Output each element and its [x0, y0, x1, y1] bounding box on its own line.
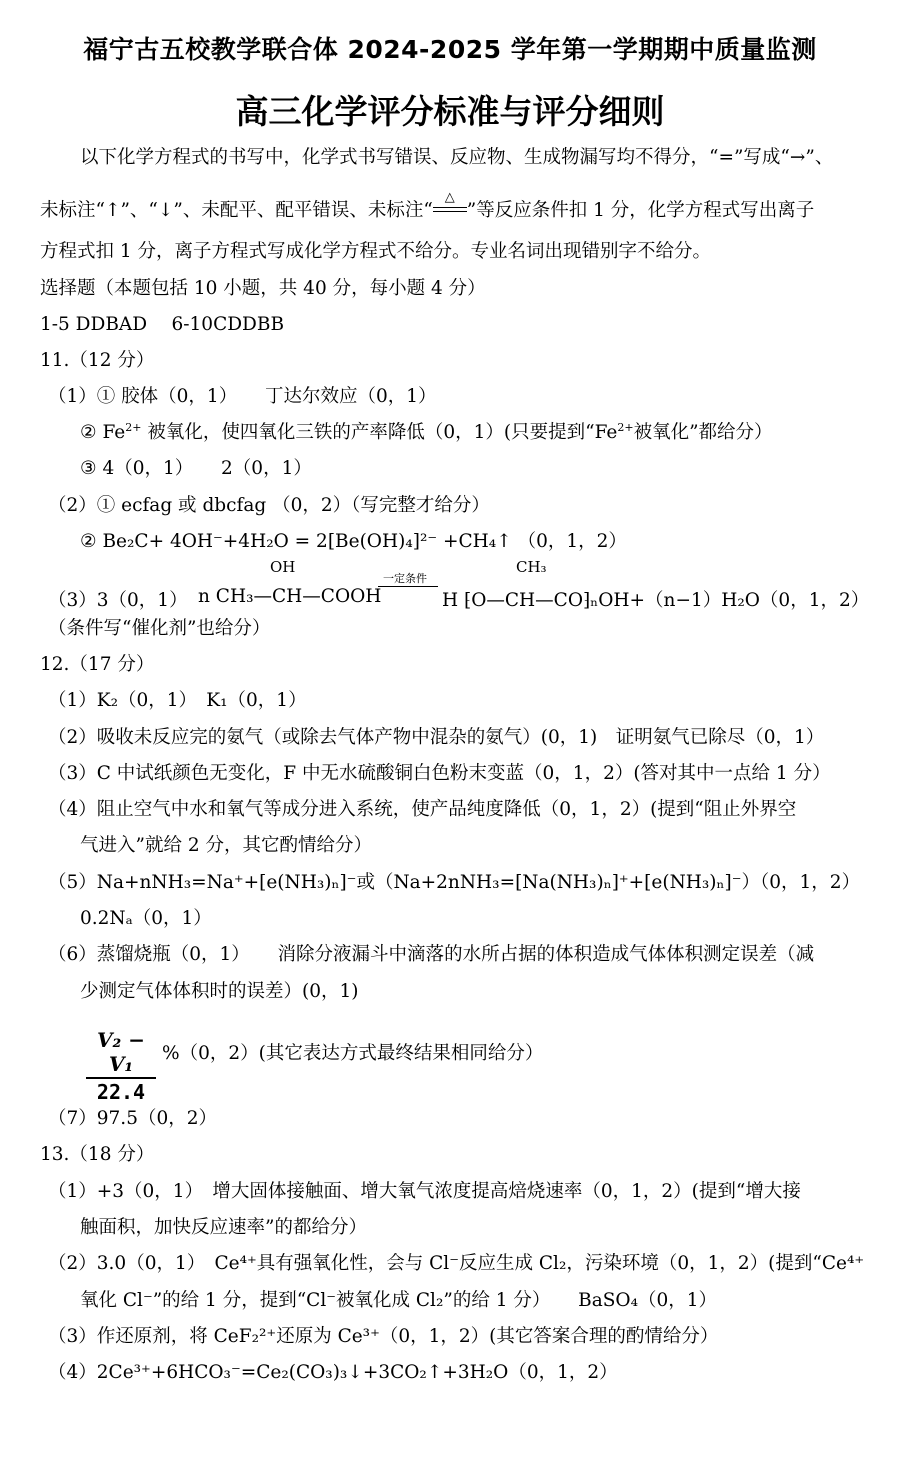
heat-triangle-icon: △: [444, 190, 455, 205]
q13-part4: （4）2Ce³⁺+6HCO₃⁻=Ce₂(CO₃)₃↓+3CO₂↑+3H₂O（0，1，2）: [48, 1362, 618, 1383]
q11-p1-2-sup: 2+: [125, 421, 142, 434]
q11-part3-note: （条件写“催化剂”也给分）: [48, 618, 271, 639]
mc-heading: 选择题（本题包括 10 小题，共 40 分，每小题 4 分）: [40, 278, 486, 299]
q13-part1-a: （1）+3（0，1） 增大固体接触面、增大氧气浓度提高焙烧速率（0，1，2）(提到“增大接: [48, 1181, 801, 1202]
q12-part4-b: 气进入”就给 2 分，其它酌情给分）: [80, 835, 372, 856]
q11-p3-condition: 一定条件: [383, 572, 427, 585]
fraction-numerator: V₂ − V₁: [97, 1028, 145, 1076]
q12-part1: （1）K₂（0，1） K₁（0，1）: [48, 690, 307, 711]
document-subtitle: 高三化学评分标准与评分细则: [235, 92, 665, 131]
q11-p1-2-sup2: 2+: [617, 421, 634, 434]
q11-p3-arrow: [378, 586, 438, 587]
q12-part3: （3）C 中试纸颜色无变化，F 中无水硫酸铜白色粉末变蓝（0，1，2）(答对其中一点给 1 分）: [48, 763, 831, 784]
q11-p3-product: H ⁅O—CH—CO⁆ₙOH+（n−1）H₂O（0，1，2）: [442, 590, 870, 611]
q11-part1-3: ③ 4（0，1） 2（0，1）: [80, 458, 312, 479]
q12-part6-b: 少测定气体体积时的误差）(0，1): [80, 981, 359, 1002]
q13-heading: 13.（18 分）: [40, 1144, 155, 1165]
q13-part2-b: 氧化 Cl⁻”的给 1 分，提到“Cl⁻被氧化成 Cl₂”的给 1 分） BaSO₄（0，1）: [80, 1290, 718, 1311]
q12-part5-a: （5）Na+nNH₃=Na⁺+[e(NH₃)ₙ]⁻或（Na+2nNH₃=[Na(NH₃)ₙ]⁺+[e(NH₃)ₙ]⁻）（0，1，2）: [48, 872, 861, 893]
q11-p1-2-c: 被氧化”都给分）: [633, 422, 773, 443]
q13-part1-b: 触面积，加快反应速率”的都给分）: [80, 1217, 367, 1238]
intro-line-3: 方程式扣 1 分，离子方程式写成化学方程式不给分。专业名词出现错别字不给分。: [40, 241, 712, 262]
q11-heading: 11.（12 分）: [40, 350, 155, 371]
q12-part6-c: %（0，2）(其它表达方式最终结果相同给分）: [162, 1043, 544, 1064]
intro-line-2-b: ”等反应条件扣 1 分，化学方程式写出离子: [466, 200, 815, 221]
mc-answers: 1-5 DDBAD 6-10CDDBB: [40, 314, 285, 335]
q11-part1-2: [80, 421, 773, 445]
q12-part6-fraction: [86, 1028, 156, 1104]
heating-condition-sign: [433, 190, 467, 218]
q13-part2-a: （2）3.0（0，1） Ce⁴⁺具有强氧化性，会与 Cl⁻反应生成 Cl₂，污染环境（0，1，2）(提到“Ce⁴⁺: [48, 1253, 865, 1274]
q11-p3-score: （3）3（0，1）: [48, 590, 188, 611]
q13-part3: （3）作还原剂，将 CeF₂²⁺还原为 Ce³⁺（0，1，2）(其它答案合理的酌情给分）: [48, 1326, 719, 1347]
q12-part2: （2）吸收未反应完的氨气（或除去气体产物中混杂的氨气）(0，1) 证明氨气已除尽（0，1）: [48, 727, 825, 748]
q11-part2-1: （2）① ecfag 或 dbcfag （0，2）（写完整才给分）: [48, 495, 490, 516]
q12-part5-b: 0.2Nₐ（0，1）: [80, 908, 212, 929]
q12-heading: 12.（17 分）: [40, 654, 155, 675]
q11-p3-oh-group: OH: [270, 558, 296, 576]
q12-part7: （7）97.5（0，2）: [48, 1108, 218, 1129]
q11-p1-2-a: ② Fe: [80, 422, 126, 443]
q11-p1-2-b: 被氧化，使四氧化三铁的产率降低（0，1）(只要提到“Fe: [141, 422, 618, 443]
q12-part4-a: （4）阻止空气中水和氧气等成分进入系统，使产品纯度降低（0，1，2）(提到“阻止外界空: [48, 799, 797, 820]
q11-p3-reactant: n CH₃—CH—COOH: [198, 586, 382, 607]
q11-part1-1: （1）① 胶体（0，1） 丁达尔效应（0，1）: [48, 386, 437, 407]
q11-part2-2: ② Be₂C+ 4OH⁻+4H₂O = 2[Be(OH)₄]²⁻ +CH₄↑ （0，1，2）: [80, 531, 627, 552]
intro-line-2-a: 未标注“↑”、“↓”、未配平、配平错误、未标注“: [40, 200, 433, 221]
q12-part6-a: （6）蒸馏烧瓶（0，1） 消除分液漏斗中滴落的水所占据的体积造成气体体积测定误差（减: [48, 944, 815, 965]
document-title: 福宁古五校教学联合体 2024-2025 学年第一学期期中质量监测: [83, 35, 817, 64]
intro-line-2: [40, 190, 815, 223]
fraction-denominator: 22.4: [96, 1080, 146, 1104]
q11-p3-ch3-group: CH₃: [516, 558, 547, 576]
q11-part3-equation: [40, 556, 900, 616]
intro-line-1: 以下化学方程式的书写中，化学式书写错误、反应物、生成物漏写均不得分，“=”写成“→”、: [80, 147, 834, 168]
